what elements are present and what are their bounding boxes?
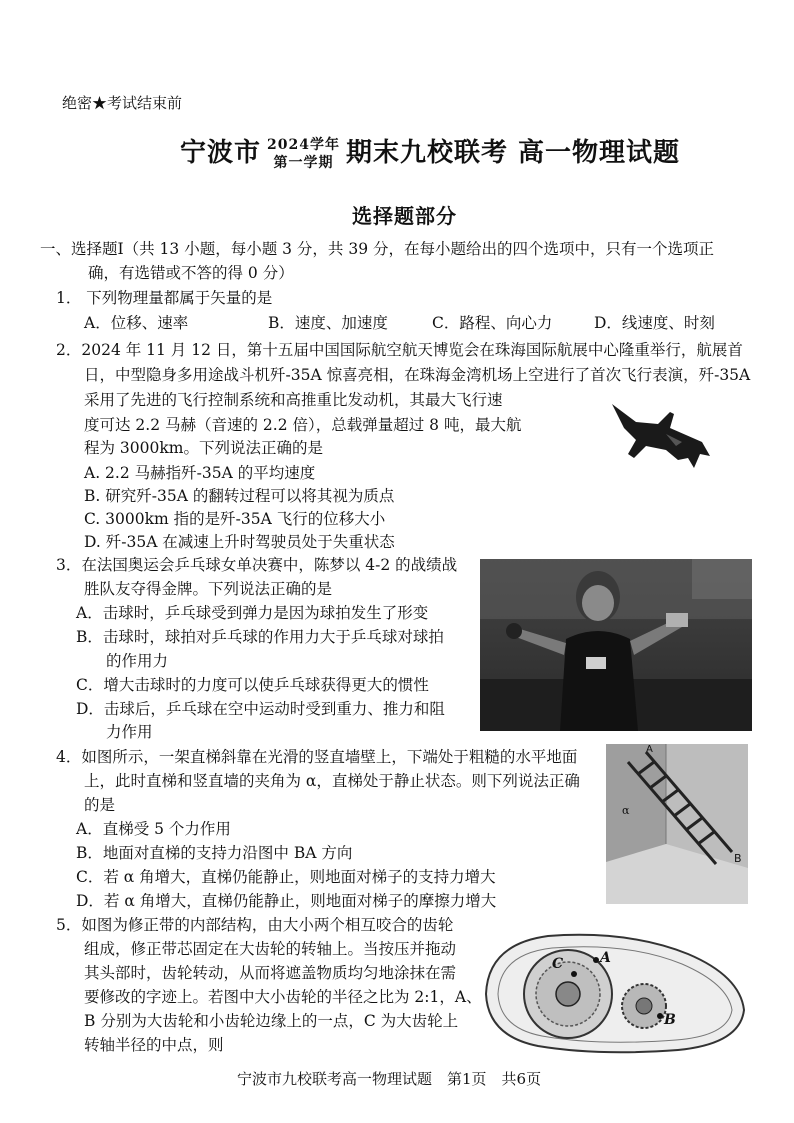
instruction-line-2: 确，有选错或不答的得 0 分） [88,264,294,282]
q3-option-b-line-1: B．击球时，球拍对乒乓球的作用力大于乒乓球对球拍 [76,628,444,646]
page-title [180,132,680,172]
q3-line-1: 3．在法国奥运会乒乓球女单决赛中，陈梦以 4-2 的战绩战 [56,556,458,574]
gear-label-b: B [664,1012,676,1028]
q2-line-1: 2．2024 年 11 月 12 日，第十五届中国国际航空航天博览会在珠海国际航展中心隆重举行，航展首 [56,341,743,359]
q5-line-6: 转轴半径的中点，则 [84,1036,224,1054]
q4-option-a: A．直梯受 5 个力作用 [76,820,231,838]
correction-tape-figure [478,924,750,1058]
q3-option-d-line-1: D．击球后，乒乓球在空中运动时受到重力、推力和阻 [76,700,445,718]
q3-line-2: 胜队友夺得金牌。下列说法正确的是 [84,580,333,598]
q2-line-2: 日，中型隐身多用途战斗机歼-35A 惊喜亮相，在珠海金湾机场上空进行了首次飞行表演，歼-35A [84,366,751,384]
q5-line-4: 要修改的字迹上。若图中大小齿轮的半径之比为 2:1，A、 [84,988,482,1006]
q4-line-2: 上，此时直梯和竖直墙的夹角为 α，直梯处于静止状态。则下列说法正确 [84,772,580,790]
title-year: 2024学年 [267,137,340,153]
q1-option-b: B．速度、加速度 [268,314,388,332]
page-footer: 宁波市九校联考高一物理试题 第1页 共6页 [237,1070,542,1088]
q1-option-a: A．位移、速率 [84,314,189,332]
title-city: 宁波市 [180,138,262,168]
ladder-figure [606,744,748,904]
q1-stem: 1． 下列物理量都属于矢量的是 [56,289,273,307]
title-term: 第一学期 [273,155,334,171]
q5-line-3: 其头部时，齿轮转动，从而将遮盖物质均匀地涂抹在需 [84,964,457,982]
title-year-stack [267,136,340,172]
q2-line-3: 采用了先进的飞行控制系统和高推重比发动机，其最大飞行速 [84,391,503,409]
ladder-label-a: A [646,744,653,755]
q4-line-3: 的是 [84,796,116,814]
q5-line-5: B 分别为大齿轮和小齿轮边缘上的一点，C 为大齿轮上 [84,1012,459,1030]
q1-option-d: D．线速度、时刻 [594,314,715,332]
secret-label: 绝密★考试结束前 [62,94,183,112]
instruction-line-1: 一、选择题Ⅰ（共 13 小题，每小题 3 分，共 39 分，在每小题给出的四个选项中，只有一个选项正 [40,240,714,258]
q4-option-b: B．地面对直梯的支持力沿图中 BA 方向 [76,844,353,862]
title-exam: 期末九校联考 高一物理试题 [345,138,681,168]
q3-option-c: C．增大击球时的力度可以使乒乓球获得更大的惯性 [76,676,429,694]
q2-option-a: A. 2.2 马赫指歼-35A 的平均速度 [84,464,316,482]
q4-line-1: 4．如图所示，一架直梯斜靠在光滑的竖直墙壁上，下端处于粗糙的水平地面 [56,748,578,766]
q1-option-c: C．路程、向心力 [432,314,553,332]
ladder-label-b: B [734,852,742,865]
ladder-label-alpha: α [622,804,630,817]
q5-line-1: 5．如图为修正带的内部结构，由大小两个相互咬合的齿轮 [56,916,454,934]
q3-option-b-line-2: 的作用力 [106,652,169,670]
section-title: 选择题部分 [352,204,457,228]
q2-option-c: C. 3000km 指的是歼-35A 飞行的位移大小 [84,510,386,528]
gear-label-c: C [552,956,564,972]
q4-option-d: D．若 α 角增大，直梯仍能静止，则地面对梯子的摩擦力增大 [76,892,497,910]
q2-line-4: 度可达 2.2 马赫（音速的 2.2 倍），总载弹量超过 8 吨，最大航 [84,416,522,434]
table-tennis-photo [480,559,752,731]
q4-option-c: C．若 α 角增大，直梯仍能静止，则地面对梯子的支持力增大 [76,868,496,886]
q3-option-a: A．击球时，乒乓球受到弹力是因为球拍发生了形变 [76,604,429,622]
q3-option-d-line-2: 力作用 [106,723,153,741]
q5-line-2: 组成，修正带芯固定在大齿轮的转轴上。当按压并拖动 [84,940,457,958]
q2-option-d: D. 歼-35A 在减速上升时驾驶员处于失重状态 [84,533,395,551]
q2-line-5: 程为 3000km。下列说法正确的是 [84,439,323,457]
gear-label-a: A [600,950,611,966]
q2-option-b: B. 研究歼-35A 的翻转过程可以将其视为质点 [84,487,395,505]
fighter-jet-image [606,398,716,476]
